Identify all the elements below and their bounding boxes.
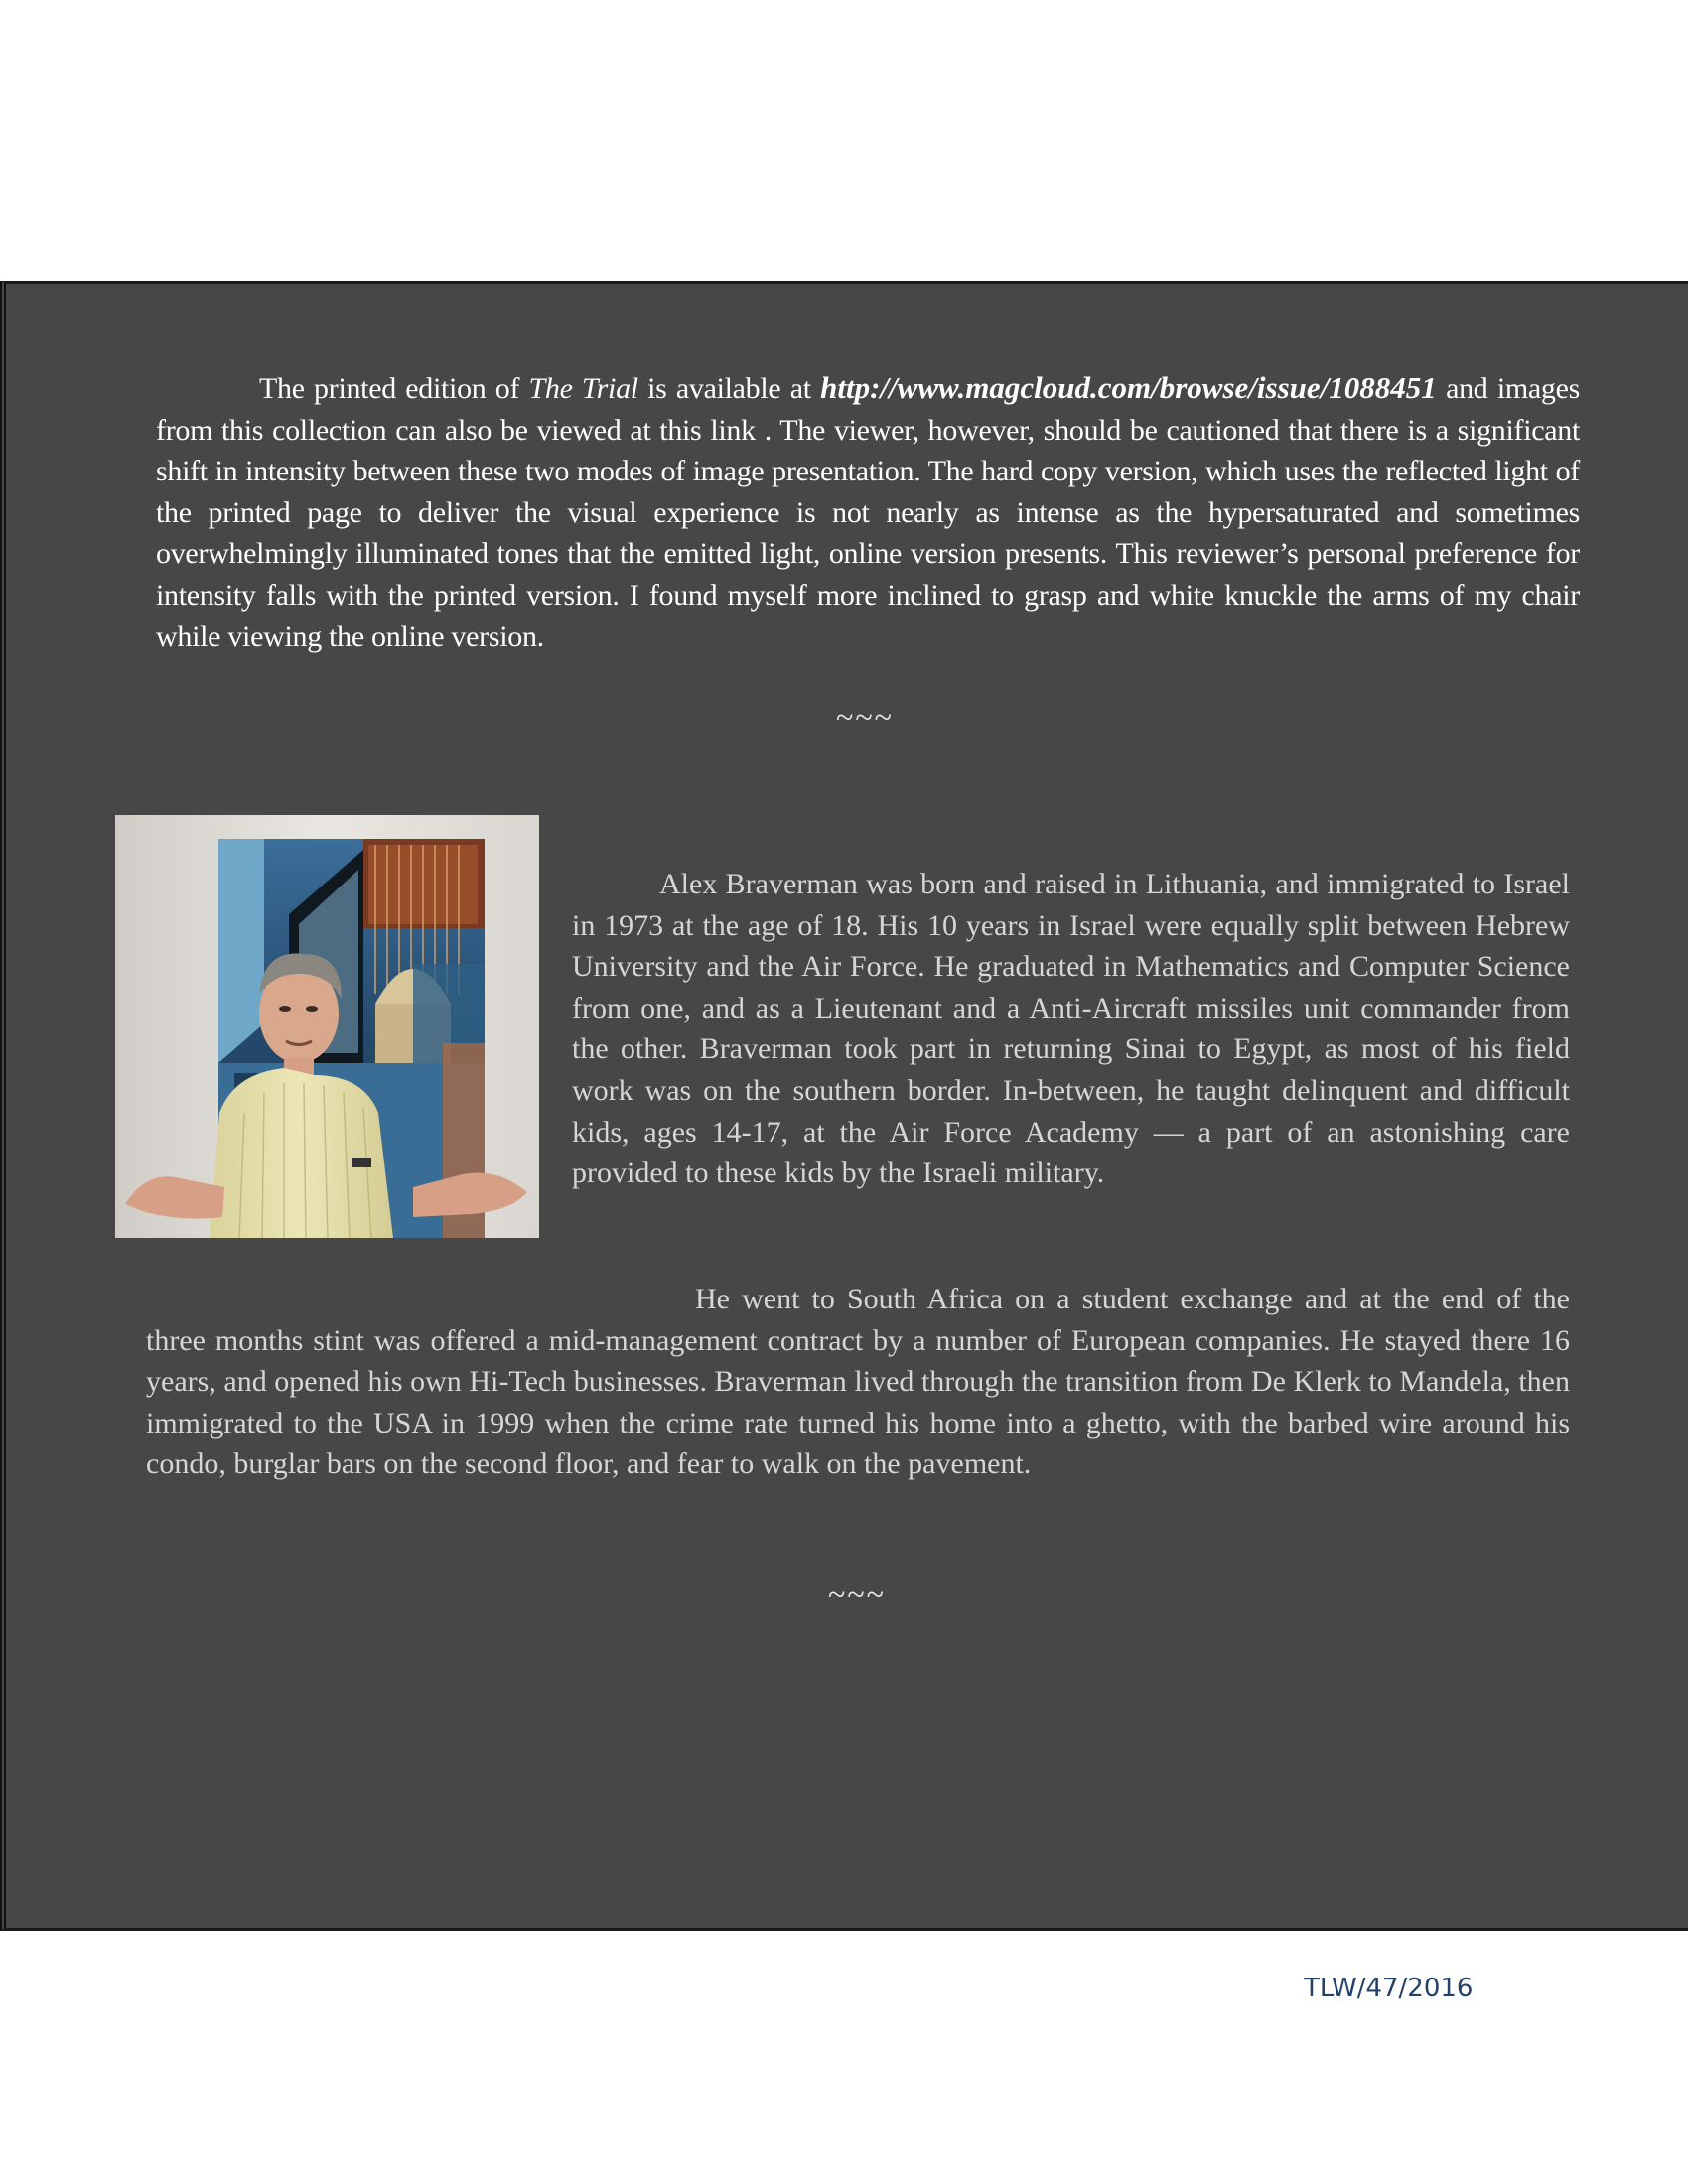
intro-text-pre: The printed edition of (259, 372, 529, 405)
bio-text-1: Alex Braverman was born and raised in Lithuania, and immigrated to Israel in 1973 at the age of 18. His 10 years in Israel were equally split between Hebrew University and the Air Force. He graduated in Mathematics and Computer Science from one, and as a Lieutenant and a Anti-Aircraft missiles unit commander from the other. Braverman took part in returning Sinai to Egypt, as most of his field work was on the southern border. In-between, he taught delinquent and difficult kids, ages 14-17, at the Air Force Academy — a part of an astonishing care provided to these kids by the Israeli military. (572, 868, 1570, 1190)
issue-code: TLW/47/2016 (1304, 1974, 1474, 2003)
bio-paragraph-1 (572, 864, 1570, 1194)
magcloud-link[interactable]: http://www.magcloud.com/browse/issue/1088451 (820, 370, 1437, 405)
artist-photo (115, 815, 539, 1238)
bio-paragraph-2 (146, 1279, 1570, 1485)
section-separator: ~~~ (836, 699, 894, 735)
bio-text-2: He went to South Africa on a student exchange and at the end of the three months stint was offered a mid-management contract by a number of European companies. He stayed there 16 years, and opened his own Hi-Tech businesses. Braverman lived through the transition from De Klerk to Mandela, then immigrated to the USA in 1999 when the crime rate turned his home into a ghetto, with the barbed wire around his condo, burglar bars on the second floor, and fear to walk on the pavement. (146, 1283, 1570, 1481)
intro-paragraph (156, 367, 1580, 657)
intro-text-mid: is available at (637, 372, 821, 405)
artist-portrait-image (115, 815, 539, 1238)
section-separator-2: ~~~ (828, 1576, 886, 1612)
intro-text-rest: and images from this collection can also be viewed at this link . The viewer, however, should be cautioned that there is a significant shift in intensity between these two modes of image presentation. The hard copy version, which uses the reflected light of the printed page to deliver the visual experience is not nearly as intense as the hypersaturated and sometimes overwhelmingly illuminated tones that the emitted light, online version presents. This reviewer’s personal preference for intensity falls with the printed version. I found myself more inclined to grasp and white knuckle the arms of my chair while viewing the online version. (156, 372, 1580, 653)
article-panel (0, 281, 1688, 1931)
book-title: The Trial (528, 372, 638, 405)
